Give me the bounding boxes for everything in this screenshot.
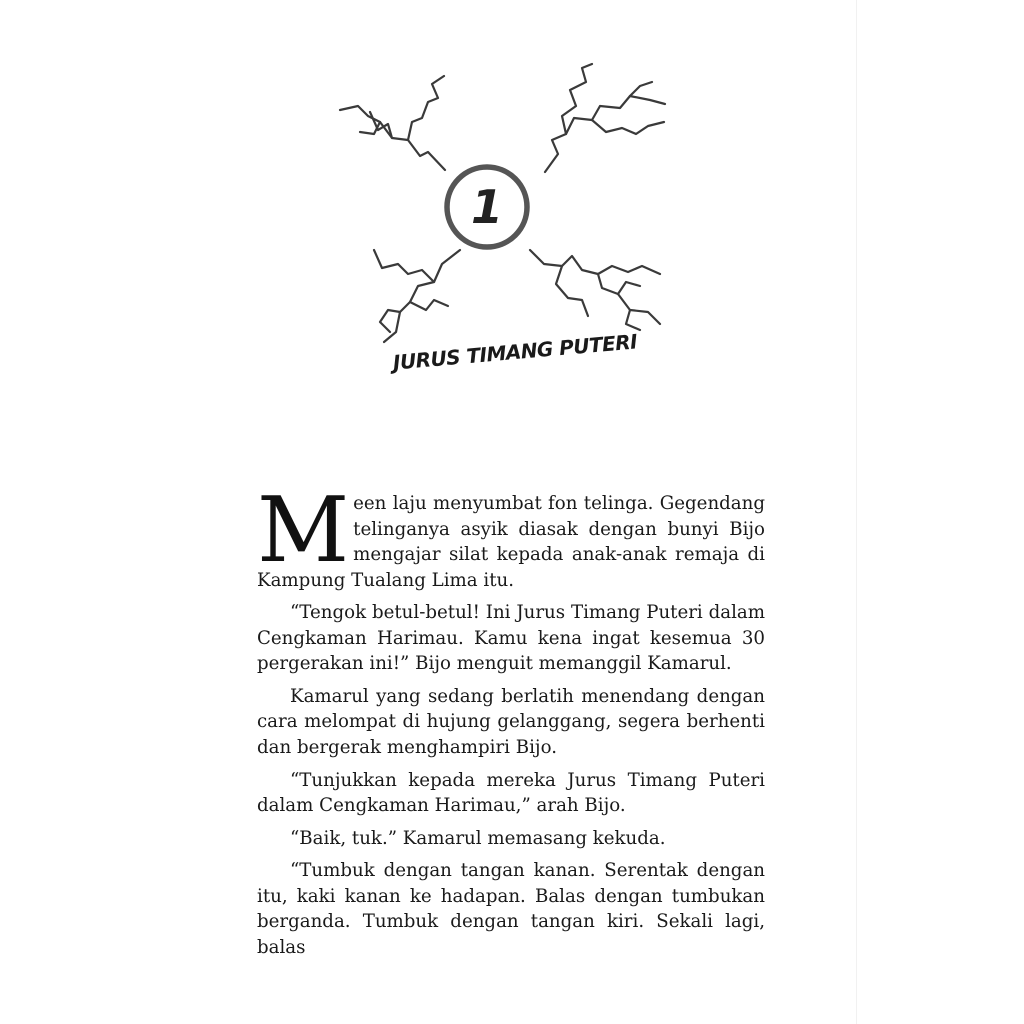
paragraph: “Tumbuk dengan tangan kanan. Serentak dengan itu, kaki kanan ke hadapan. Balas dengan tumbukan berganda. Tumbuk dengan tangan kiri. Sekali lagi, balas <box>257 860 765 958</box>
paragraph: Kamarul yang sedang berlatih menendang dengan cara melompat di hujung gelanggang, segera berhenti dan bergerak menghampiri Bijo. <box>257 685 765 758</box>
paragraph: “Baik, tuk.” Kamarul memasang kekuda. <box>290 827 666 849</box>
chapter-title: JURUS TIMANG PUTERI <box>391 329 638 375</box>
lightning-crack-top-right <box>545 64 665 172</box>
chapter-number: 1 <box>470 180 503 234</box>
paragraph <box>257 478 765 593</box>
paragraph: “Tengok betul-betul! Ini Jurus Timang Puteri dalam Cengkaman Harimau. Kamu kena ingat kesemua 30 pergerakan ini!” Bijo menguit memanggil Kamarul. <box>257 602 765 675</box>
page-edge <box>856 0 857 1024</box>
paragraph: “Tunjukkan kepada mereka Jurus Timang Puteri dalam Cengkaman Harimau,” arah Bijo. <box>257 769 765 817</box>
drop-cap-letter: M <box>257 478 350 583</box>
paragraph-text: een laju menyumbat fon telinga. Gegendang telinganya asyik diasak dengan bunyi Bijo mengajar silat kepada anak-anak remaja di Kampung Tualang Lima itu. <box>257 493 765 591</box>
chapter-body <box>257 478 765 968</box>
